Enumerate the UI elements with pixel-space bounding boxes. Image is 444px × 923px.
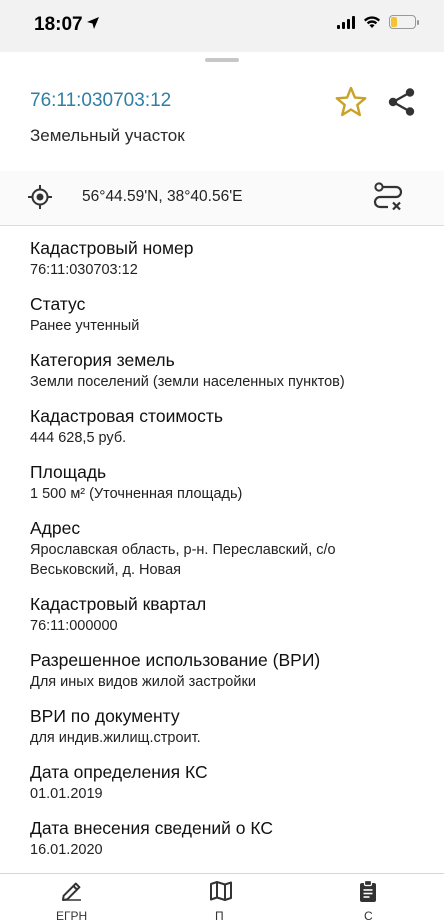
field-label: Статус <box>30 294 86 314</box>
field-address <box>30 517 430 580</box>
pencil-icon <box>60 879 84 903</box>
field-cadastral-number <box>30 237 430 280</box>
field-valuation-entry-date <box>30 817 430 860</box>
tab-label: ЕГРН <box>56 909 88 923</box>
divider <box>0 225 444 226</box>
field-land-category <box>30 349 430 392</box>
tab-egrn[interactable] <box>56 879 88 923</box>
field-valuation-date <box>30 761 430 804</box>
field-value[interactable]: Ярославская область, р-н. Переславский, с/о Веськовский, д. Новая <box>30 542 336 578</box>
field-value[interactable]: Ранее учтенный <box>30 318 140 334</box>
status-bar <box>0 0 444 52</box>
property-fields <box>30 237 430 873</box>
status-time: 18:07 <box>34 14 83 35</box>
field-value[interactable]: для индив.жилищ.строит. <box>30 730 201 746</box>
coordinates-text[interactable]: 56°44.59'N, 38°40.56'E <box>82 188 243 205</box>
status-indicators <box>337 15 416 29</box>
tab-clipboard[interactable] <box>356 879 384 923</box>
field-permitted-use <box>30 649 430 692</box>
field-label: Кадастровая стоимость <box>30 406 223 426</box>
location-arrow-icon <box>86 16 100 30</box>
field-value[interactable]: Для иных видов жилой застройки <box>30 674 256 690</box>
battery-level <box>391 17 397 27</box>
field-label: Дата определения КС <box>30 762 208 782</box>
field-status <box>30 293 430 336</box>
field-label: Дата внесения сведений о КС <box>30 818 274 838</box>
object-type-subtitle: Земельный участок <box>30 126 185 145</box>
field-area <box>30 461 430 504</box>
field-value[interactable]: Земли поселений (земли населенных пунктов) <box>30 374 345 390</box>
map-icon <box>209 879 233 903</box>
details-sheet <box>0 52 444 923</box>
sheet-header <box>0 68 444 172</box>
coordinates-row[interactable] <box>0 171 444 225</box>
route-off-icon[interactable] <box>370 179 406 215</box>
star-icon[interactable] <box>334 85 368 119</box>
field-cadastral-quarter <box>30 593 430 636</box>
field-use-by-document <box>30 705 430 748</box>
field-value[interactable]: 1 500 м² (Уточненная площадь) <box>30 486 243 502</box>
tab-label: П <box>215 909 224 923</box>
clipboard-icon <box>356 879 380 903</box>
wifi-icon <box>363 15 381 29</box>
tab-map[interactable] <box>209 879 237 923</box>
field-label: Адрес <box>30 518 81 538</box>
cadastral-number-title[interactable]: 76:11:030703:12 <box>30 90 172 111</box>
field-value[interactable]: 76:11:030703:12 <box>30 262 138 278</box>
field-label: Площадь <box>30 462 107 482</box>
share-icon[interactable] <box>386 86 418 118</box>
cellular-signal-icon <box>337 15 355 29</box>
bottom-tab-bar <box>0 873 444 923</box>
field-label: Кадастровый номер <box>30 238 194 258</box>
field-cadastral-value <box>30 405 430 448</box>
crosshair-icon[interactable] <box>27 184 53 210</box>
battery-icon <box>389 15 416 29</box>
field-value[interactable]: 01.01.2019 <box>30 786 103 802</box>
field-label: Категория земель <box>30 350 175 370</box>
field-value[interactable]: 76:11:000000 <box>30 618 118 634</box>
field-value[interactable]: 16.01.2020 <box>30 842 103 858</box>
sheet-grabber[interactable] <box>205 58 239 62</box>
field-label: Кадастровый квартал <box>30 594 207 614</box>
field-label: Разрешенное использование (ВРИ) <box>30 650 321 670</box>
field-label: ВРИ по документу <box>30 706 180 726</box>
tab-label: С <box>364 909 373 923</box>
field-value[interactable]: 444 628,5 руб. <box>30 430 127 446</box>
